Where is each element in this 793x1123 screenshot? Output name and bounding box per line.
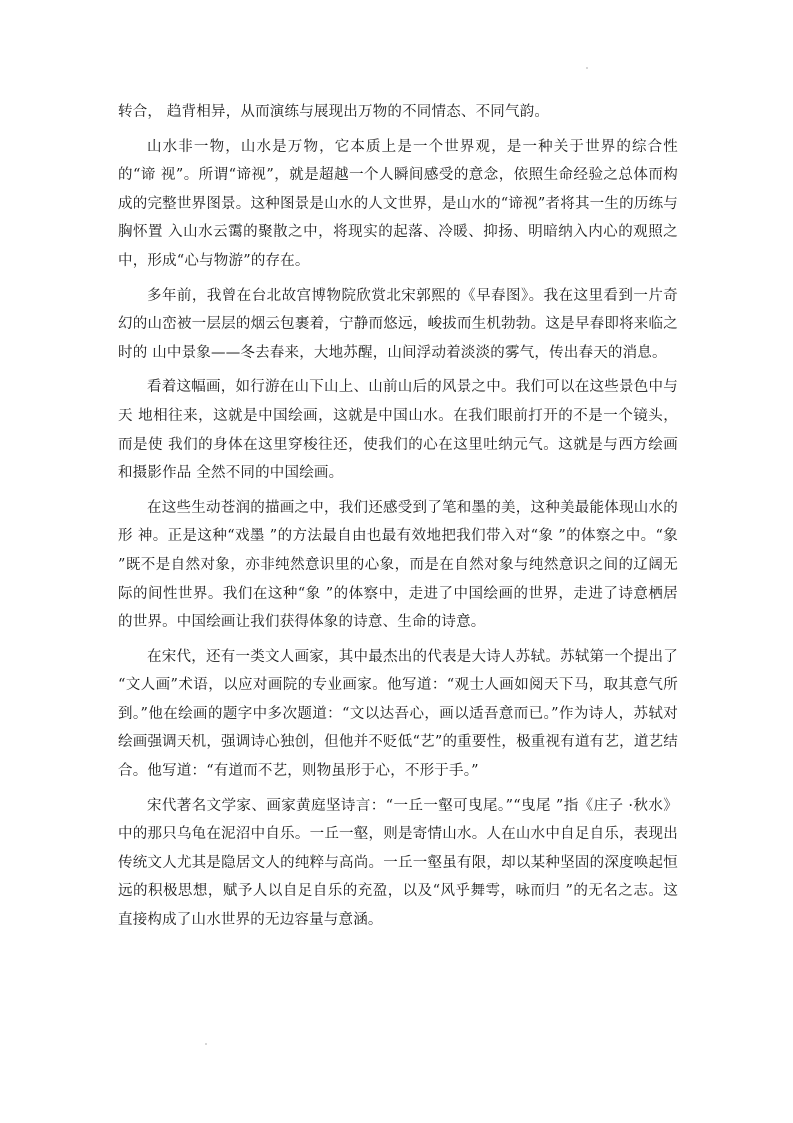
- paragraph-continuation: 转合， 趋背相异，从而演练与展现出万物的不同情态、不同气韵。: [118, 104, 550, 120]
- paragraph-huang-tingjian: 宋代著名文学家、画家黄庭坚诗言：“一丘一壑可曳尾。”“曳尾 ”指《庄子 ·秋水》 中的那只乌龟在泥沼中自乐。一丘一壑，则是寄情山水。人在山水中自足自乐，表现出传统文人尤其是隐居文人的纯粹与高尚。一丘一壑虽有限，却以某种坚固的深度唤起恒远的积极思想，赋予人以自足自乐的充盈，以及“风乎舞雩，咏而归 ”的无名之志。这直接构成了山水世界的无边容量与意涵。: [118, 797, 678, 929]
- paragraph-literati-painting: 在宋代，还有一类文人画家，其中最杰出的代表是大诗人苏轼。苏轼第一个提出了 “文人画”术语，以应对画院的专业画家。他写道：“观士人画如阅天下马，取其意气所到。”他在绘画的题字中多次题道：“文以达吾心，画以适吾意而已。”作为诗人，苏轼对绘画强调天机，强调诗心独创，但他并不贬低“艺”的重要性，极重视有道有艺，道艺结合。他写道：“有道而不艺，则物虽形于心，不形于手。”: [118, 648, 678, 780]
- paragraph-early-spring: 多年前，我曾在台北故宫博物院欣赏北宋郭熙的《早春图》。我在这里看到一片奇幻的山峦被一层层的烟云包裹着，宁静而悠远，峻拔而生机勃勃。这是早春即将来临之时的 山中景象——冬去春来，大地苏醒，山间浮动着淡淡的雾气，传出春天的消息。: [118, 287, 678, 361]
- paragraph-worldview: 山水非一物，山水是万物，它本质上是一个世界观，是一种关于世界的综合性的“谛 视”。所谓“谛视”，就是超越一个人瞬间感受的意念，依照生命经验之总体而构成的完整世界图景。这种图景是山水的人文世界，是山水的“谛视”者将其一生的历练与胸怀置 入山水云霭的聚散之中，将现实的起落、冷暖、抑扬、明暗纳入内心的观照之中，形成“心与物游”的存在。: [118, 138, 678, 269]
- scan-speck: [586, 67, 588, 69]
- scan-speck: [205, 1043, 207, 1045]
- document-body: [118, 98, 678, 941]
- paragraph-brush-and-ink: 在这些生动苍润的描画之中，我们还感受到了笔和墨的美，这种美最能体现山水的形 神。正是这种“戏墨 ”的方法最自由也最有效地把我们带入对“象 ”的体察之中。“象 ”既不是自然对象，亦非纯然意识里的心象，而是在自然对象与纯然意识之间的辽阔无际的间性世界。我们在这种“象 ”的体察中，走进了中国绘画的世界，走进了诗意栖居的世界。中国绘画让我们获得体象的诗意、生命的诗意。: [118, 499, 678, 631]
- paragraph-viewing-painting: 看着这幅画，如行游在山下山上、山前山后的风景之中。我们可以在这些景色中与天 地相往来，这就是中国绘画，这就是中国山水。在我们眼前打开的不是一个镜头，而是使 我们的身体在这里穿梭往还，使我们的心在这里吐纳元气。这就是与西方绘画和摄影作品 全然不同的中国绘画。: [118, 379, 678, 482]
